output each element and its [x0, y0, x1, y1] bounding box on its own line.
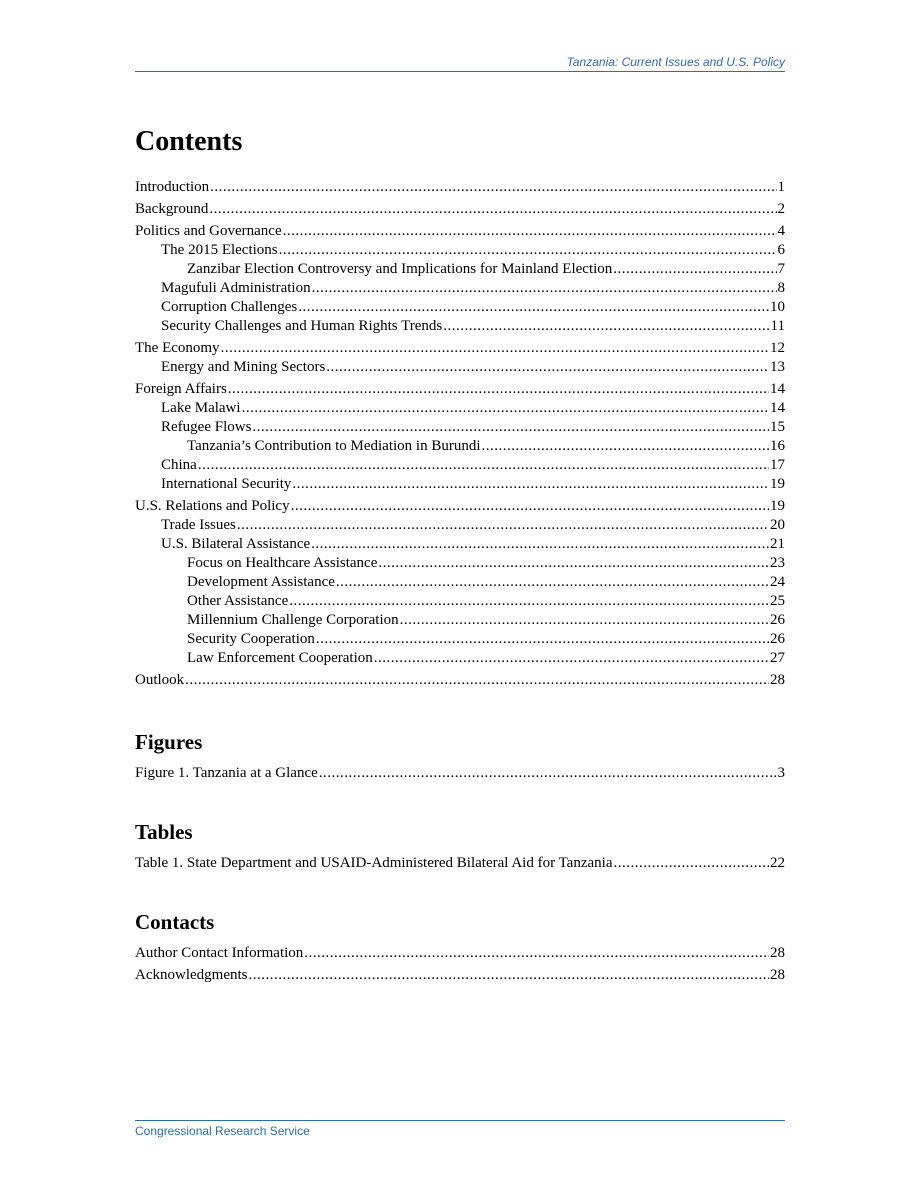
toc-entry-title: Foreign Affairs: [135, 381, 227, 397]
toc-entry-title: Lake Malawi: [161, 400, 241, 416]
toc-entry-page: 1: [777, 179, 785, 195]
toc-dot-leader: [312, 279, 777, 298]
toc-dot-leader: [252, 418, 769, 437]
table-of-contents: [135, 122, 785, 985]
toc-entry-page: 22: [770, 855, 785, 871]
toc-entry-page: 8: [777, 280, 785, 296]
toc-entry[interactable]: [135, 944, 785, 963]
toc-dot-leader: [291, 497, 769, 516]
toc-entry-page: 13: [770, 359, 785, 375]
toc-entry-page: 7: [777, 261, 785, 277]
toc-dot-leader: [443, 317, 769, 336]
toc-entry[interactable]: [135, 516, 785, 535]
toc-dot-leader: [311, 535, 769, 554]
toc-entry[interactable]: [135, 592, 785, 611]
toc-entry-page: 12: [770, 340, 785, 356]
toc-dot-leader: [374, 649, 769, 668]
toc-dot-leader: [326, 358, 769, 377]
toc-dot-leader: [304, 944, 769, 963]
toc-entry[interactable]: [135, 535, 785, 554]
toc-entry-title: Figure 1. Tanzania at a Glance: [135, 765, 318, 781]
figures-heading: Figures: [135, 730, 203, 754]
toc-entry-title: Security Challenges and Human Rights Trends: [161, 318, 443, 334]
toc-entry[interactable]: [135, 611, 785, 630]
toc-entry[interactable]: [135, 200, 785, 219]
toc-entry-title: Background: [135, 201, 209, 217]
toc-entry-title: The 2015 Elections: [161, 242, 278, 258]
toc-entry-title: Politics and Governance: [135, 223, 282, 239]
toc-entry-title: Millennium Challenge Corporation: [187, 612, 399, 628]
toc-entry[interactable]: [135, 399, 785, 418]
toc-entry-title: Trade Issues: [161, 517, 236, 533]
toc-dot-leader: [210, 178, 776, 197]
toc-entry-page: 28: [770, 672, 785, 688]
toc-entry[interactable]: [135, 854, 785, 873]
toc-entry[interactable]: [135, 671, 785, 690]
toc-entry[interactable]: [135, 630, 785, 649]
toc-entry[interactable]: [135, 358, 785, 377]
toc-entry[interactable]: [135, 178, 785, 197]
toc-entry-title: Acknowledgments: [135, 967, 248, 983]
toc-entry[interactable]: [135, 317, 785, 336]
toc-entry-page: 25: [770, 593, 785, 609]
toc-dot-leader: [198, 456, 769, 475]
toc-entry-page: 3: [777, 765, 785, 781]
toc-dot-leader: [228, 380, 769, 399]
toc-dot-leader: [336, 573, 769, 592]
tables-list: [135, 854, 785, 873]
toc-entry-page: 28: [770, 967, 785, 983]
toc-dot-leader: [400, 611, 769, 630]
toc-dot-leader: [242, 399, 769, 418]
toc-entry[interactable]: [135, 380, 785, 399]
page-footer: Congressional Research Service: [135, 1120, 785, 1138]
toc-entry-page: 20: [770, 517, 785, 533]
toc-entry[interactable]: [135, 222, 785, 241]
toc-entry-title: Introduction: [135, 179, 210, 195]
toc-entry[interactable]: [135, 966, 785, 985]
toc-entry-page: 26: [770, 631, 785, 647]
toc-entry[interactable]: [135, 456, 785, 475]
contents-list: [135, 178, 785, 690]
toc-entry[interactable]: [135, 260, 785, 279]
toc-dot-leader: [185, 671, 769, 690]
toc-entry-page: 14: [770, 381, 785, 397]
toc-dot-leader: [298, 298, 769, 317]
toc-entry-page: 10: [770, 299, 785, 315]
toc-entry-title: Law Enforcement Cooperation: [187, 650, 373, 666]
toc-entry-page: 6: [777, 242, 785, 258]
toc-entry[interactable]: [135, 649, 785, 668]
toc-entry[interactable]: [135, 298, 785, 317]
toc-dot-leader: [316, 630, 769, 649]
toc-entry[interactable]: [135, 241, 785, 260]
figures-list: [135, 764, 785, 783]
toc-entry-title: Outlook: [135, 672, 185, 688]
toc-dot-leader: [221, 339, 769, 358]
toc-entry[interactable]: [135, 437, 785, 456]
toc-entry[interactable]: [135, 475, 785, 494]
toc-entry-title: Corruption Challenges: [161, 299, 298, 315]
toc-dot-leader: [209, 200, 776, 219]
toc-entry-page: 4: [777, 223, 785, 239]
toc-entry-page: 24: [770, 574, 785, 590]
toc-entry-page: 19: [770, 498, 785, 514]
toc-entry-page: 14: [770, 400, 785, 416]
toc-entry[interactable]: [135, 418, 785, 437]
toc-entry-title: Energy and Mining Sectors: [161, 359, 326, 375]
toc-entry-title: Table 1. State Department and USAID-Administered Bilateral Aid for Tanzania: [135, 855, 613, 871]
toc-dot-leader: [613, 854, 769, 873]
toc-entry-title: Development Assistance: [187, 574, 335, 590]
toc-entry-title: Zanzibar Election Controversy and Implications for Mainland Election: [187, 261, 613, 277]
toc-entry-title: Security Cooperation: [187, 631, 315, 647]
toc-entry-page: 2: [777, 201, 785, 217]
toc-entry-title: Magufuli Administration: [161, 280, 311, 296]
toc-entry[interactable]: [135, 339, 785, 358]
toc-entry[interactable]: [135, 279, 785, 298]
toc-entry-page: 15: [770, 419, 785, 435]
toc-entry[interactable]: [135, 497, 785, 516]
toc-dot-leader: [248, 966, 769, 985]
toc-entry-page: 11: [770, 318, 785, 334]
toc-dot-leader: [378, 554, 769, 573]
toc-entry-page: 26: [770, 612, 785, 628]
toc-entry[interactable]: [135, 764, 785, 783]
contacts-heading: Contacts: [135, 910, 215, 934]
contents-heading: Contents: [135, 126, 243, 157]
toc-entry-title: Tanzania’s Contribution to Mediation in Burundi: [187, 438, 481, 454]
toc-dot-leader: [613, 260, 776, 279]
toc-entry-title: Refugee Flows: [161, 419, 252, 435]
toc-entry-title: Author Contact Information: [135, 945, 304, 961]
toc-entry-page: 27: [770, 650, 785, 666]
toc-entry-page: 16: [770, 438, 785, 454]
toc-entry-page: 19: [770, 476, 785, 492]
toc-entry-title: U.S. Relations and Policy: [135, 498, 290, 514]
toc-dot-leader: [279, 241, 777, 260]
toc-dot-leader: [289, 592, 769, 611]
running-header: Tanzania: Current Issues and U.S. Policy: [135, 55, 785, 72]
toc-dot-leader: [482, 437, 770, 456]
toc-entry-title: U.S. Bilateral Assistance: [161, 536, 311, 552]
toc-entry[interactable]: [135, 554, 785, 573]
toc-entry-title: International Security: [161, 476, 292, 492]
contacts-list: [135, 944, 785, 985]
toc-entry-title: The Economy: [135, 340, 220, 356]
toc-entry[interactable]: [135, 573, 785, 592]
toc-dot-leader: [283, 222, 777, 241]
toc-dot-leader: [237, 516, 769, 535]
toc-entry-page: 17: [770, 457, 785, 473]
toc-entry-page: 28: [770, 945, 785, 961]
toc-dot-leader: [319, 764, 777, 783]
toc-entry-title: Other Assistance: [187, 593, 289, 609]
toc-dot-leader: [292, 475, 769, 494]
toc-entry-title: Focus on Healthcare Assistance: [187, 555, 378, 571]
toc-entry-page: 23: [770, 555, 785, 571]
toc-entry-page: 21: [770, 536, 785, 552]
toc-entry-title: China: [161, 457, 197, 473]
tables-heading: Tables: [135, 820, 193, 844]
